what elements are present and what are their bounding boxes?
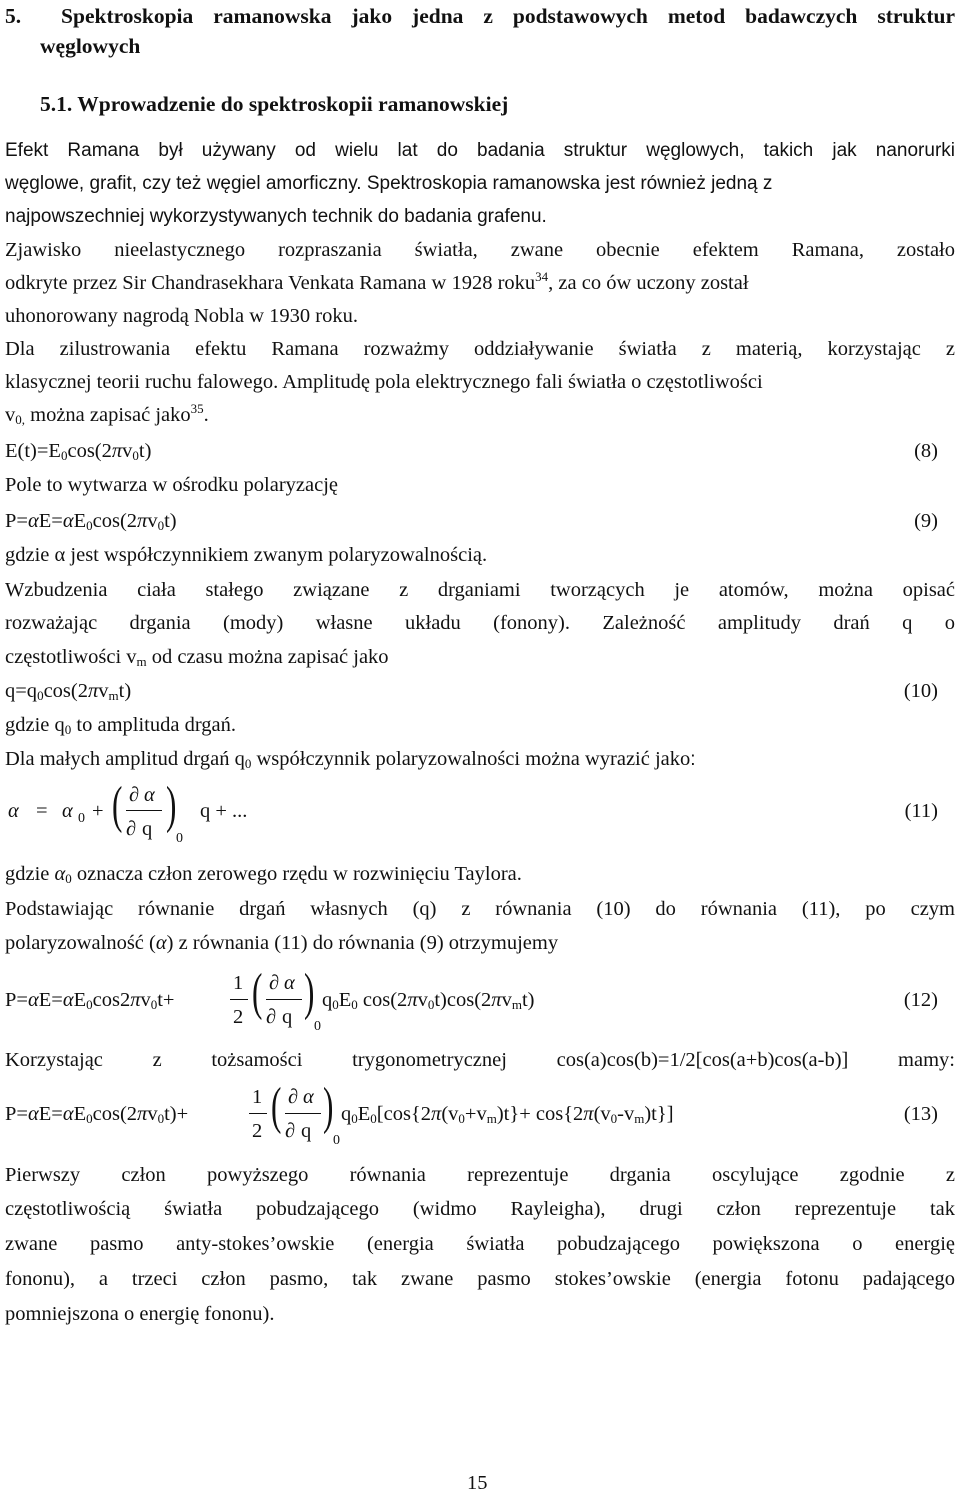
paragraph-2-line-3: uhonorowany nagrodą Nobla w 1930 roku. (5, 305, 358, 327)
paragraph-5: gdzie α jest współczynnikiem zwanym polaryzowalnością. (5, 544, 488, 566)
paragraph-1-line-1: Efekt Ramana był używany od wielu lat do badania struktur węglowych, takich jak nanorurki (5, 140, 955, 161)
document-page: 5. Spektroskopia ramanowska jako jedna z podstawowych metod badawczych struktur węglowych 5.1. Wprowadzenie do spektroskopii ramanowskiej Efekt Ramana był używany od wielu lat do badania struktur węglowych, takich jak nanorurki węglowe, grafit, czy też węgiel amorficzny. Spektroskopia ramanowska jest również jedną z najpowszechniej wykorzystywanych technik do badania grafenu. Zjawisko nieelastycznego rozpraszania światła, zwane obecnie efektem Ramana, zostało odkryte przez Sir Chandrasekhara Venkata Ramana w 1928 roku$^{34}$, za co ów uczony został uhonorowany nagrodą Nobla w 1930 roku. Dla zilustrowania efektu Ramana rozważmy oddziaływanie światła z materią, korzystając z klasycznej teorii ruchu falowego. Amplitudę pola elektrycznego fali światła o częstotliwości $v_{0,}$ można zapisać jako$^{35}$. $E(t)=E_0\cos(2\pi v_0t)$ (8) Pole to wytwarza w ośrodku polaryzację $P=\alpha E=\alpha E_0\cos(2\pi v_0t)$ (9) gdzie α jest współczynnikiem zwanym polaryzowalnością. Wzbudzenia ciała stałego związane z drganiami tworzących je atomów, można opisać rozważając drgania (mody) własne układu (fonony). Zależność amplitudy drań q o częstotliwości $v_m$ od czasu można zapisać jako $q=q_0\cos(2\pi v_mt)$ (10) gdzie $q_0$ to amplituda drgań. Dla małych amplitud drgań $q_0$ współczynnik polaryzowalności można wyrazić jako: α = α 0 + ( ∂ α ∂ q ) 0 q + ... (11) gdzie $\alpha_0$ oznacza człon zerowego rzędu w rozwinięciu Taylora. Podstawiając równanie drgań własnych (q) z równania (10) do równania (11), po czym polaryzowalność (α) z równania (11) do równania (9) otrzymujemy $P=\alpha E=\alpha E_0\cos 2\pi v_0t+$ 1 2 ( ∂ α ∂ q ) 0 $q_0E_0$ $\cos(2\pi v_0t)\cos(2\pi v_mt)$ (12) Korzystając z tożsamości trygonometrycznej cos(a)cos(b)=1/2[cos(a+b)cos(a-b)] mamy: $P=\alpha E=\alpha E_0\cos(2\pi v_0t)+$ 1 2 ( ∂ α ∂ q ) 0 $q_0E_0[\cos\{2\pi(v_0+v_m)t\}+ \cos\{2\pi(v_0-v_m)t\}]$ (13) Pierwszy człon powyższego równania reprezentuje drgania oscylujące zgodnie z częstotliwością światła pobudzającego (widmo Rayleigha), drugi człon reprezentuje tak zwane pasmo anty-stokes’owskie (energia światła pobudzającego powiększona o energię fononu), a trzeci człon pasmo, tak zwane pasmo stokes’owskie (energia fotonu padającego pomniejszona o energię fononu). 15 (5, 4, 955, 1494)
paragraph-6-line-3: częstotliwości $v_m$ od czasu można zapisać jako (5, 646, 389, 669)
equation-9-number: (9) (914, 510, 938, 532)
section-heading-5: 5. Spektroskopia ramanowska jako jedna z podstawowych metod badawczych struktur (5, 4, 955, 28)
equation-10: $q=q_0\cos(2\pi v_mt)$ (5, 680, 132, 703)
paragraph-10-line-1: Podstawiając równanie drgań własnych (q) z równania (10) do równania (11), po czym (5, 898, 955, 920)
paragraph-4: Pole to wytwarza w ośrodku polaryzację (5, 474, 339, 496)
equation-11-number: (11) (904, 800, 938, 822)
paragraph-12-line-2: częstotliwością światła pobudzającego (widmo Rayleigha), drugi człon reprezentuje tak (5, 1198, 955, 1220)
footnote-ref-34: 34 (535, 269, 549, 284)
paragraph-2-line-2: odkryte przez Sir Chandrasekhara Venkata Ramana w 1928 roku$^{34}$, za co ów uczony został (5, 269, 749, 294)
paragraph-11: Korzystając z tożsamości trygonometrycznej cos(a)cos(b)=1/2[cos(a+b)cos(a-b)] mamy: (5, 1049, 955, 1071)
paragraph-3-line-3: $v_{0,}$ można zapisać jako$^{35}$. (5, 401, 209, 427)
paragraph-9: gdzie $\alpha_0$ oznacza człon zerowego rzędu w rozwinięciu Taylora. (5, 863, 522, 886)
paragraph-12-line-3: zwane pasmo anty-stokes’owskie (energia światła pobudzającego powiększona o energię (5, 1233, 955, 1255)
paragraph-2-line-1: Zjawisko nieelastycznego rozpraszania światła, zwane obecnie efektem Ramana, zostało (5, 239, 955, 261)
section-heading-5-cont: węglowych (40, 34, 141, 58)
equation-8: $E(t)=E_0\cos(2\pi v_0t)$ (5, 440, 152, 463)
equation-10-number: (10) (903, 680, 938, 702)
equation-12-number: (12) (903, 989, 938, 1011)
paragraph-7: gdzie $q_0$ to amplituda drgań. (5, 714, 237, 737)
paragraph-1-line-3: najpowszechniej wykorzystywanych technik do badania grafenu. (5, 206, 547, 227)
page-number: 15 (467, 1472, 488, 1494)
paragraph-3-line-2: klasycznej teorii ruchu falowego. Amplitudę pola elektrycznego fali światła o częstotliwości (5, 371, 763, 393)
paragraph-10-line-2: polaryzowalność (α) z równania (11) do równania (9) otrzymujemy (5, 932, 559, 954)
equation-13-number: (13) (903, 1103, 938, 1125)
paragraph-12-line-4: fononu), a trzeci człon pasmo, tak zwane pasmo stokes’owskie (energia fotonu padającego (5, 1268, 955, 1290)
paragraph-6-line-2: rozważając drgania (mody) własne układu (fonony). Zależność amplitudy drań q o (5, 612, 955, 634)
subsection-heading-5-1: 5.1. Wprowadzenie do spektroskopii ramanowskiej (40, 92, 509, 116)
equation-8-number: (8) (914, 440, 938, 462)
footnote-ref-35: 35 (190, 401, 204, 416)
paragraph-6-line-1: Wzbudzenia ciała stałego związane z drganiami tworzących je atomów, można opisać (5, 579, 955, 601)
paragraph-12-line-1: Pierwszy człon powyższego równania reprezentuje drgania oscylujące zgodnie z (5, 1164, 955, 1186)
paragraph-1-line-2: węglowe, grafit, czy też węgiel amorficzny. Spektroskopia ramanowska jest również jedną z (5, 173, 773, 194)
equation-9: $P=\alpha E=\alpha E_0\cos(2\pi v_0t)$ (5, 510, 177, 533)
paragraph-8: Dla małych amplitud drgań $q_0$ współczynnik polaryzowalności można wyrazić jako: (5, 748, 696, 771)
paragraph-3-line-1: Dla zilustrowania efektu Ramana rozważmy oddziaływanie światła z materią, korzystając z (5, 338, 955, 360)
paragraph-12-line-5: pomniejszona o energię fononu). (5, 1303, 275, 1325)
